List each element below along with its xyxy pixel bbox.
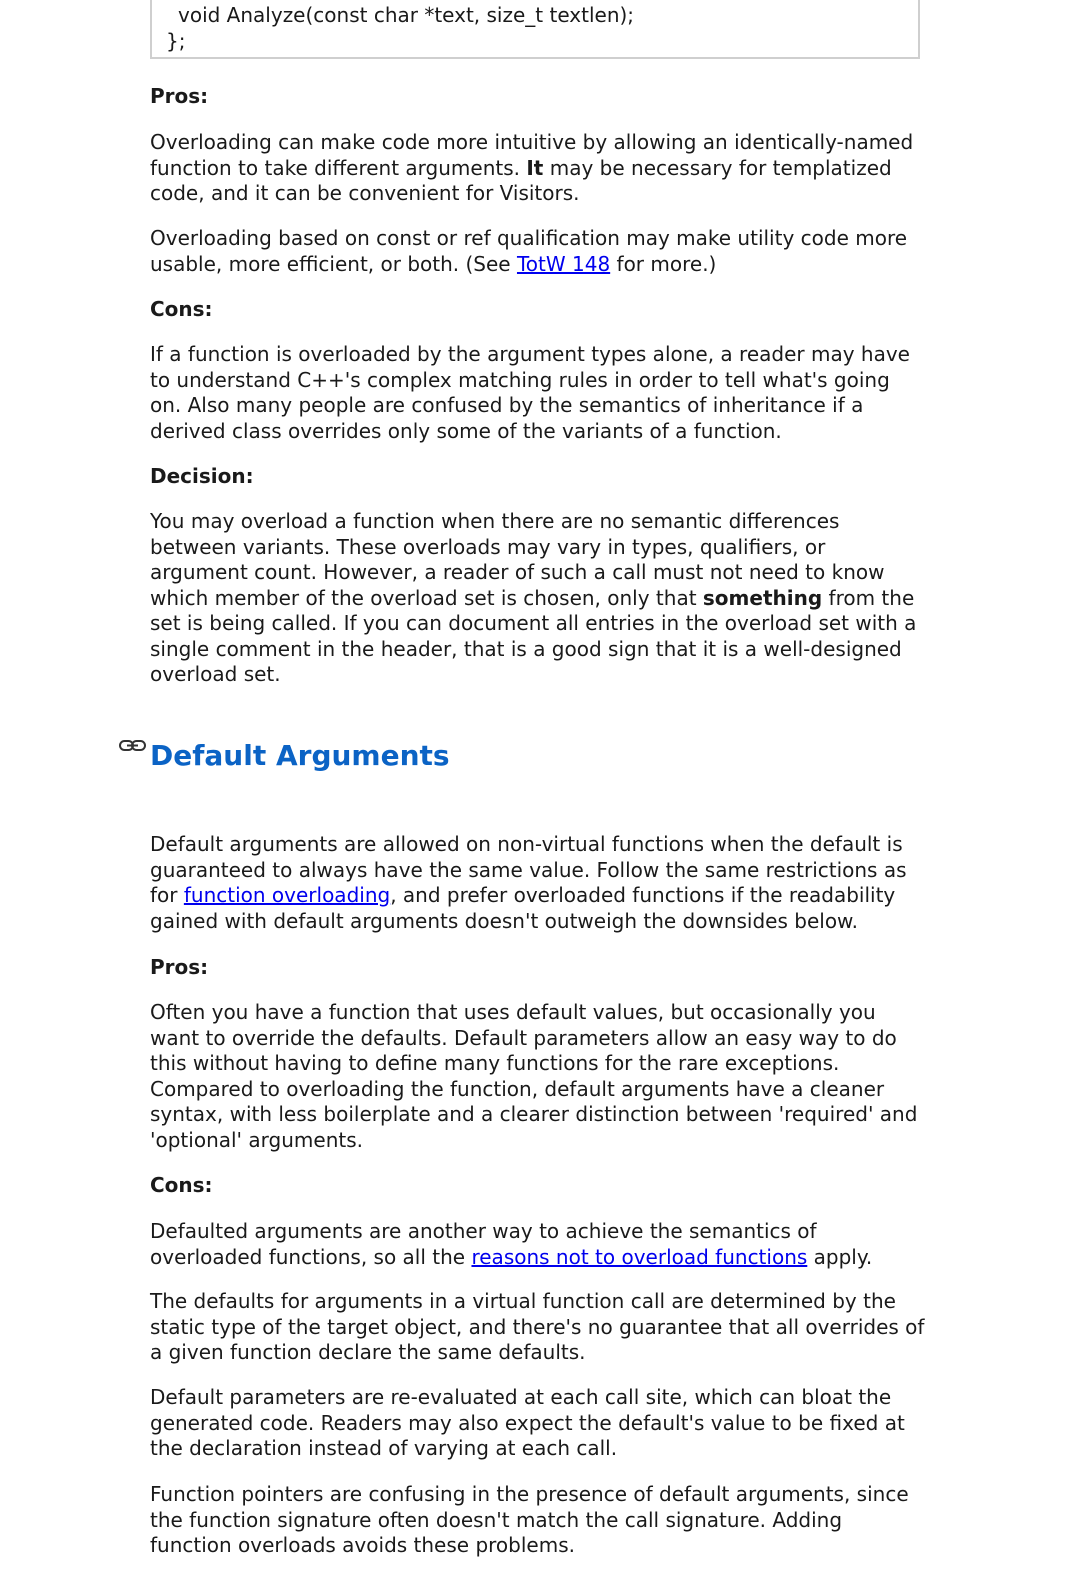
function-overloading-link[interactable]: function overloading — [183, 883, 391, 907]
default-args-cons-label: Cons: — [150, 1173, 213, 1197]
overloading-pros-label: Pros: — [150, 84, 209, 108]
overloading-cons-paragraph: If a function is overloaded by the argument types alone, a reader may have to understand C++'s complex matching rules in order to tell what's going on. Also many people are confused by the semantics of inheritance if a derived class overrides only some of the variants of a function. — [150, 342, 910, 443]
default-args-intro-paragraph: Default arguments are allowed on non-virtual functions when the default is guaranteed to always have the same value. Follow the same restrictions as for function overloading, and prefer overloaded functions if the readability gained with default arguments doesn't outweigh the downsides below. — [150, 832, 907, 933]
overloading-decision-label: Decision: — [150, 464, 254, 488]
reasons-not-to-overload-link[interactable]: reasons not to overload functions — [471, 1244, 808, 1269]
overloading-cons-label: Cons: — [150, 297, 213, 321]
default-arguments-heading: Default Arguments — [150, 739, 450, 772]
overloading-decision-paragraph: You may overload a function when there are no semantic differences between variants. These overloads may vary in types, qualifiers, or argument count. However, a reader of such a call must not need to know which member of the overload set is chosen, only that something from the set is being called. If you can document all entries in the overload set with a single comment in the header, that is a good sign that it is a well-designed overload set. — [150, 509, 917, 686]
default-args-cons-paragraph-3: Default parameters are re-evaluated at each call site, which can bloat the generated code. Readers may also expect the default's value to be fixed at the declaration instead of varying at each call. — [150, 1385, 905, 1460]
link-icon[interactable] — [118, 738, 148, 756]
code-line-1: void Analyze(const char *text, size_t textlen); — [178, 3, 635, 27]
default-args-cons-paragraph-4: Function pointers are confusing in the presence of default arguments, since the function signature often doesn't match the call signature. Adding function overloads avoids these problems. — [150, 1482, 909, 1557]
default-args-pros-label: Pros: — [150, 955, 209, 979]
default-args-cons-paragraph-2: The defaults for arguments in a virtual function call are determined by the static type of the target object, and there's no guarantee that all overrides of a given function declare the same defaults. — [150, 1289, 925, 1364]
default-args-pros-paragraph: Often you have a function that uses default values, but occasionally you want to override the defaults. Default parameters allow an easy way to do this without having to define many functions for the rare exceptions. Compared to overloading the function, default arguments have a cleaner syntax, with less boilerplate and a clearer distinction between 'required' and 'optional' arguments. — [150, 1000, 918, 1152]
overloading-pros-paragraph-2: Overloading based on const or ref qualification may make utility code more usable, more efficient, or both. (See TotW 148 for more.) — [150, 226, 908, 276]
code-block — [150, 0, 920, 59]
overloading-pros-paragraph-1: Overloading can make code more intuitive by allowing an identically-named function to take different arguments. It may be necessary for templatized code, and it can be convenient for Visitors. — [150, 130, 914, 205]
totw-148-link[interactable]: TotW 148 — [516, 251, 611, 276]
code-line-2: }; — [166, 29, 186, 53]
default-args-cons-paragraph-1: Defaulted arguments are another way to achieve the semantics of overloaded functions, so all the reasons not to overload functions apply. — [150, 1219, 873, 1269]
